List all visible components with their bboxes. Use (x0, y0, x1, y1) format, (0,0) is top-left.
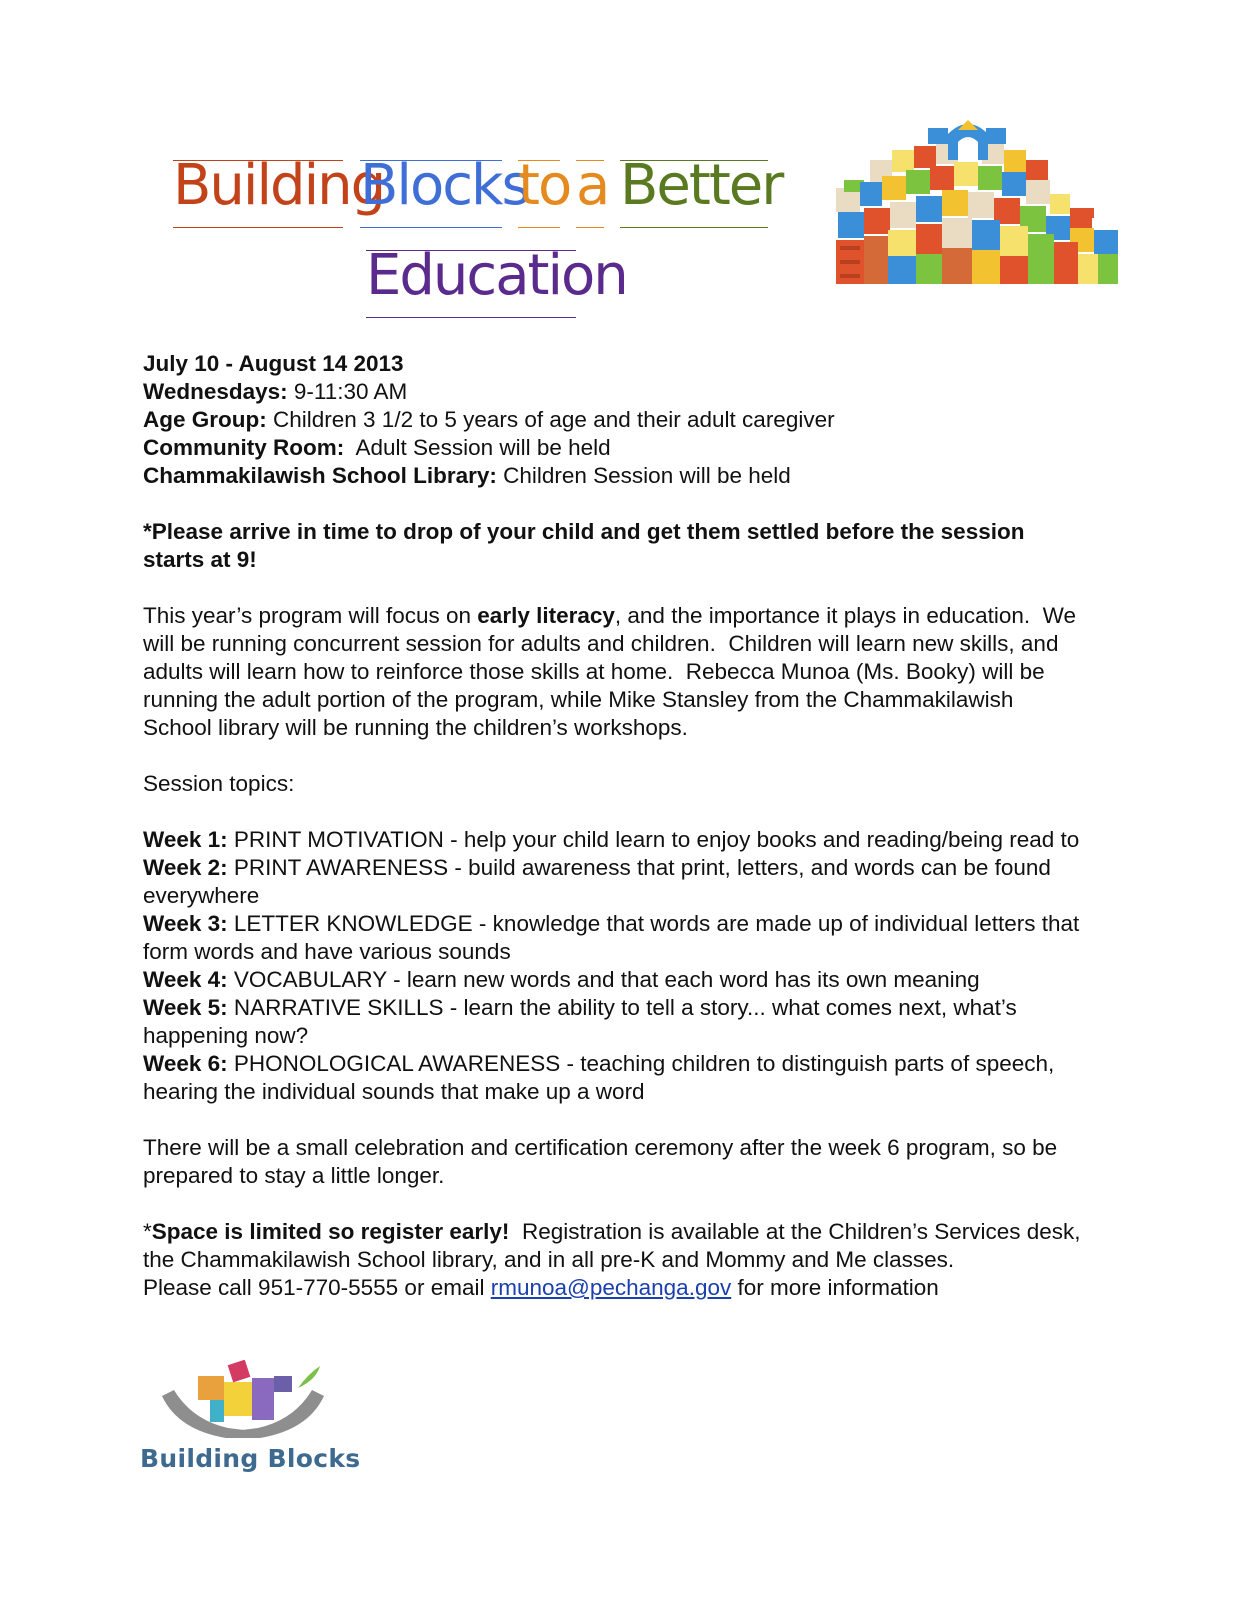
registration-star: * (143, 1219, 152, 1244)
week-item (143, 854, 1083, 910)
age-group-value: Children 3 1/2 to 5 years of age and their adult caregiver (266, 407, 835, 432)
week-item (143, 994, 1083, 1050)
schedule-label: Wednesdays: (143, 379, 288, 404)
week-list (143, 826, 1083, 1106)
community-room-line (143, 434, 1083, 462)
week-description: LETTER KNOWLEDGE - knowledge that words are made up of individual letters that form words and have various sounds (143, 911, 1080, 964)
topics-heading: Session topics: (143, 771, 295, 796)
school-library-value: Children Session will be held (496, 463, 791, 488)
schedule-line (143, 378, 1083, 406)
logo-wordmark: Building Blocks (140, 1444, 361, 1473)
guide-rule (173, 227, 343, 228)
week-description: PRINT MOTIVATION - help your child learn to enjoy books and reading/being read to (227, 827, 1080, 852)
week-label: Week 5: (143, 995, 228, 1020)
week-label: Week 4: (143, 967, 228, 992)
community-room-label: Community Room: (143, 435, 345, 460)
event-dates (143, 350, 1083, 378)
registration-emphasis: Space is limited so register early! (151, 1219, 510, 1244)
guide-rule (366, 317, 576, 318)
title-word-education: Education (366, 243, 627, 308)
arrival-notice (143, 518, 1083, 574)
week-item (143, 1050, 1083, 1106)
week-label: Week 3: (143, 911, 228, 936)
week-description: PHONOLOGICAL AWARENESS - teaching children to distinguish parts of speech, hearing the individual sounds that make up a word (143, 1051, 1055, 1104)
flyer-body (143, 350, 1087, 1302)
program-intro (143, 602, 1083, 742)
hands-with-blocks-icon (148, 1360, 338, 1450)
intro-emphasis: early literacy (477, 603, 615, 628)
week-label: Week 6: (143, 1051, 228, 1076)
community-room-value: Adult Session will be held (344, 435, 611, 460)
guide-rule (620, 160, 768, 161)
age-group-label: Age Group: (143, 407, 267, 432)
registration-note (143, 1218, 1087, 1274)
title-word-a: a (576, 153, 609, 218)
guide-rule (576, 227, 604, 228)
guide-rule (366, 250, 576, 251)
guide-rule (360, 227, 502, 228)
guide-rule (173, 160, 343, 161)
title-word-better: Better (620, 153, 783, 218)
intro-text-before: This year’s program will focus on (143, 603, 478, 628)
schedule-value: 9-11:30 AM (287, 379, 408, 404)
guide-rule (620, 227, 768, 228)
title-word-blocks: Blocks (360, 153, 529, 218)
guide-rule (518, 160, 560, 161)
week-label: Week 2: (143, 855, 228, 880)
registration-text: Registration is available at the Children’s Services desk, the Chammakilawish School library, and in all pre-K and Mommy and Me classes. (143, 1219, 1087, 1272)
week-item (143, 966, 1083, 994)
week-item (143, 910, 1083, 966)
school-library-line (143, 462, 1083, 490)
week-item (143, 826, 1083, 854)
event-dates-text: July 10 - August 14 2013 (143, 351, 404, 376)
arrival-notice-text: *Please arrive in time to drop of your child and get them settled before the session starts at 9! (143, 519, 1025, 572)
week-description: PRINT AWARENESS - build awareness that print, letters, and words can be found everywhere (143, 855, 1051, 908)
building-blocks-logo (140, 1360, 361, 1480)
contact-line (143, 1274, 1083, 1302)
intro-text-after: , and the importance it plays in education. We will be running concurrent session for adults and children. Children will learn new skills, and adults will learn how to reinforce those skills at home. Rebecca Munoa (Ms. Booky) will be running the adult portion of the program, while Mike Stansley from the Chammakilawish School library will be running the children’s workshops. (143, 603, 1083, 740)
age-group-line (143, 406, 1083, 434)
school-library-label: Chammakilawish School Library: (143, 463, 497, 488)
celebration-note: There will be a small celebration and certification ceremony after the week 6 program, so be prepared to stay a little longer. (143, 1135, 1058, 1188)
guide-rule (518, 227, 560, 228)
title-word-to: to (518, 153, 571, 218)
email-link[interactable]: rmunoa@pechanga.gov (490, 1275, 732, 1300)
guide-rule (360, 160, 502, 161)
contact-text-after: for more information (731, 1275, 939, 1300)
week-description: NARRATIVE SKILLS - learn the ability to tell a story... what comes next, what’s happening now? (143, 995, 1017, 1048)
title-word-building: Building (173, 153, 385, 218)
guide-rule (576, 160, 604, 161)
week-description: VOCABULARY - learn new words and that each word has its own meaning (227, 967, 980, 992)
contact-text-before: Please call 951-770-5555 or email (143, 1275, 491, 1300)
toy-blocks-castle-image (832, 120, 1124, 292)
week-label: Week 1: (143, 827, 228, 852)
